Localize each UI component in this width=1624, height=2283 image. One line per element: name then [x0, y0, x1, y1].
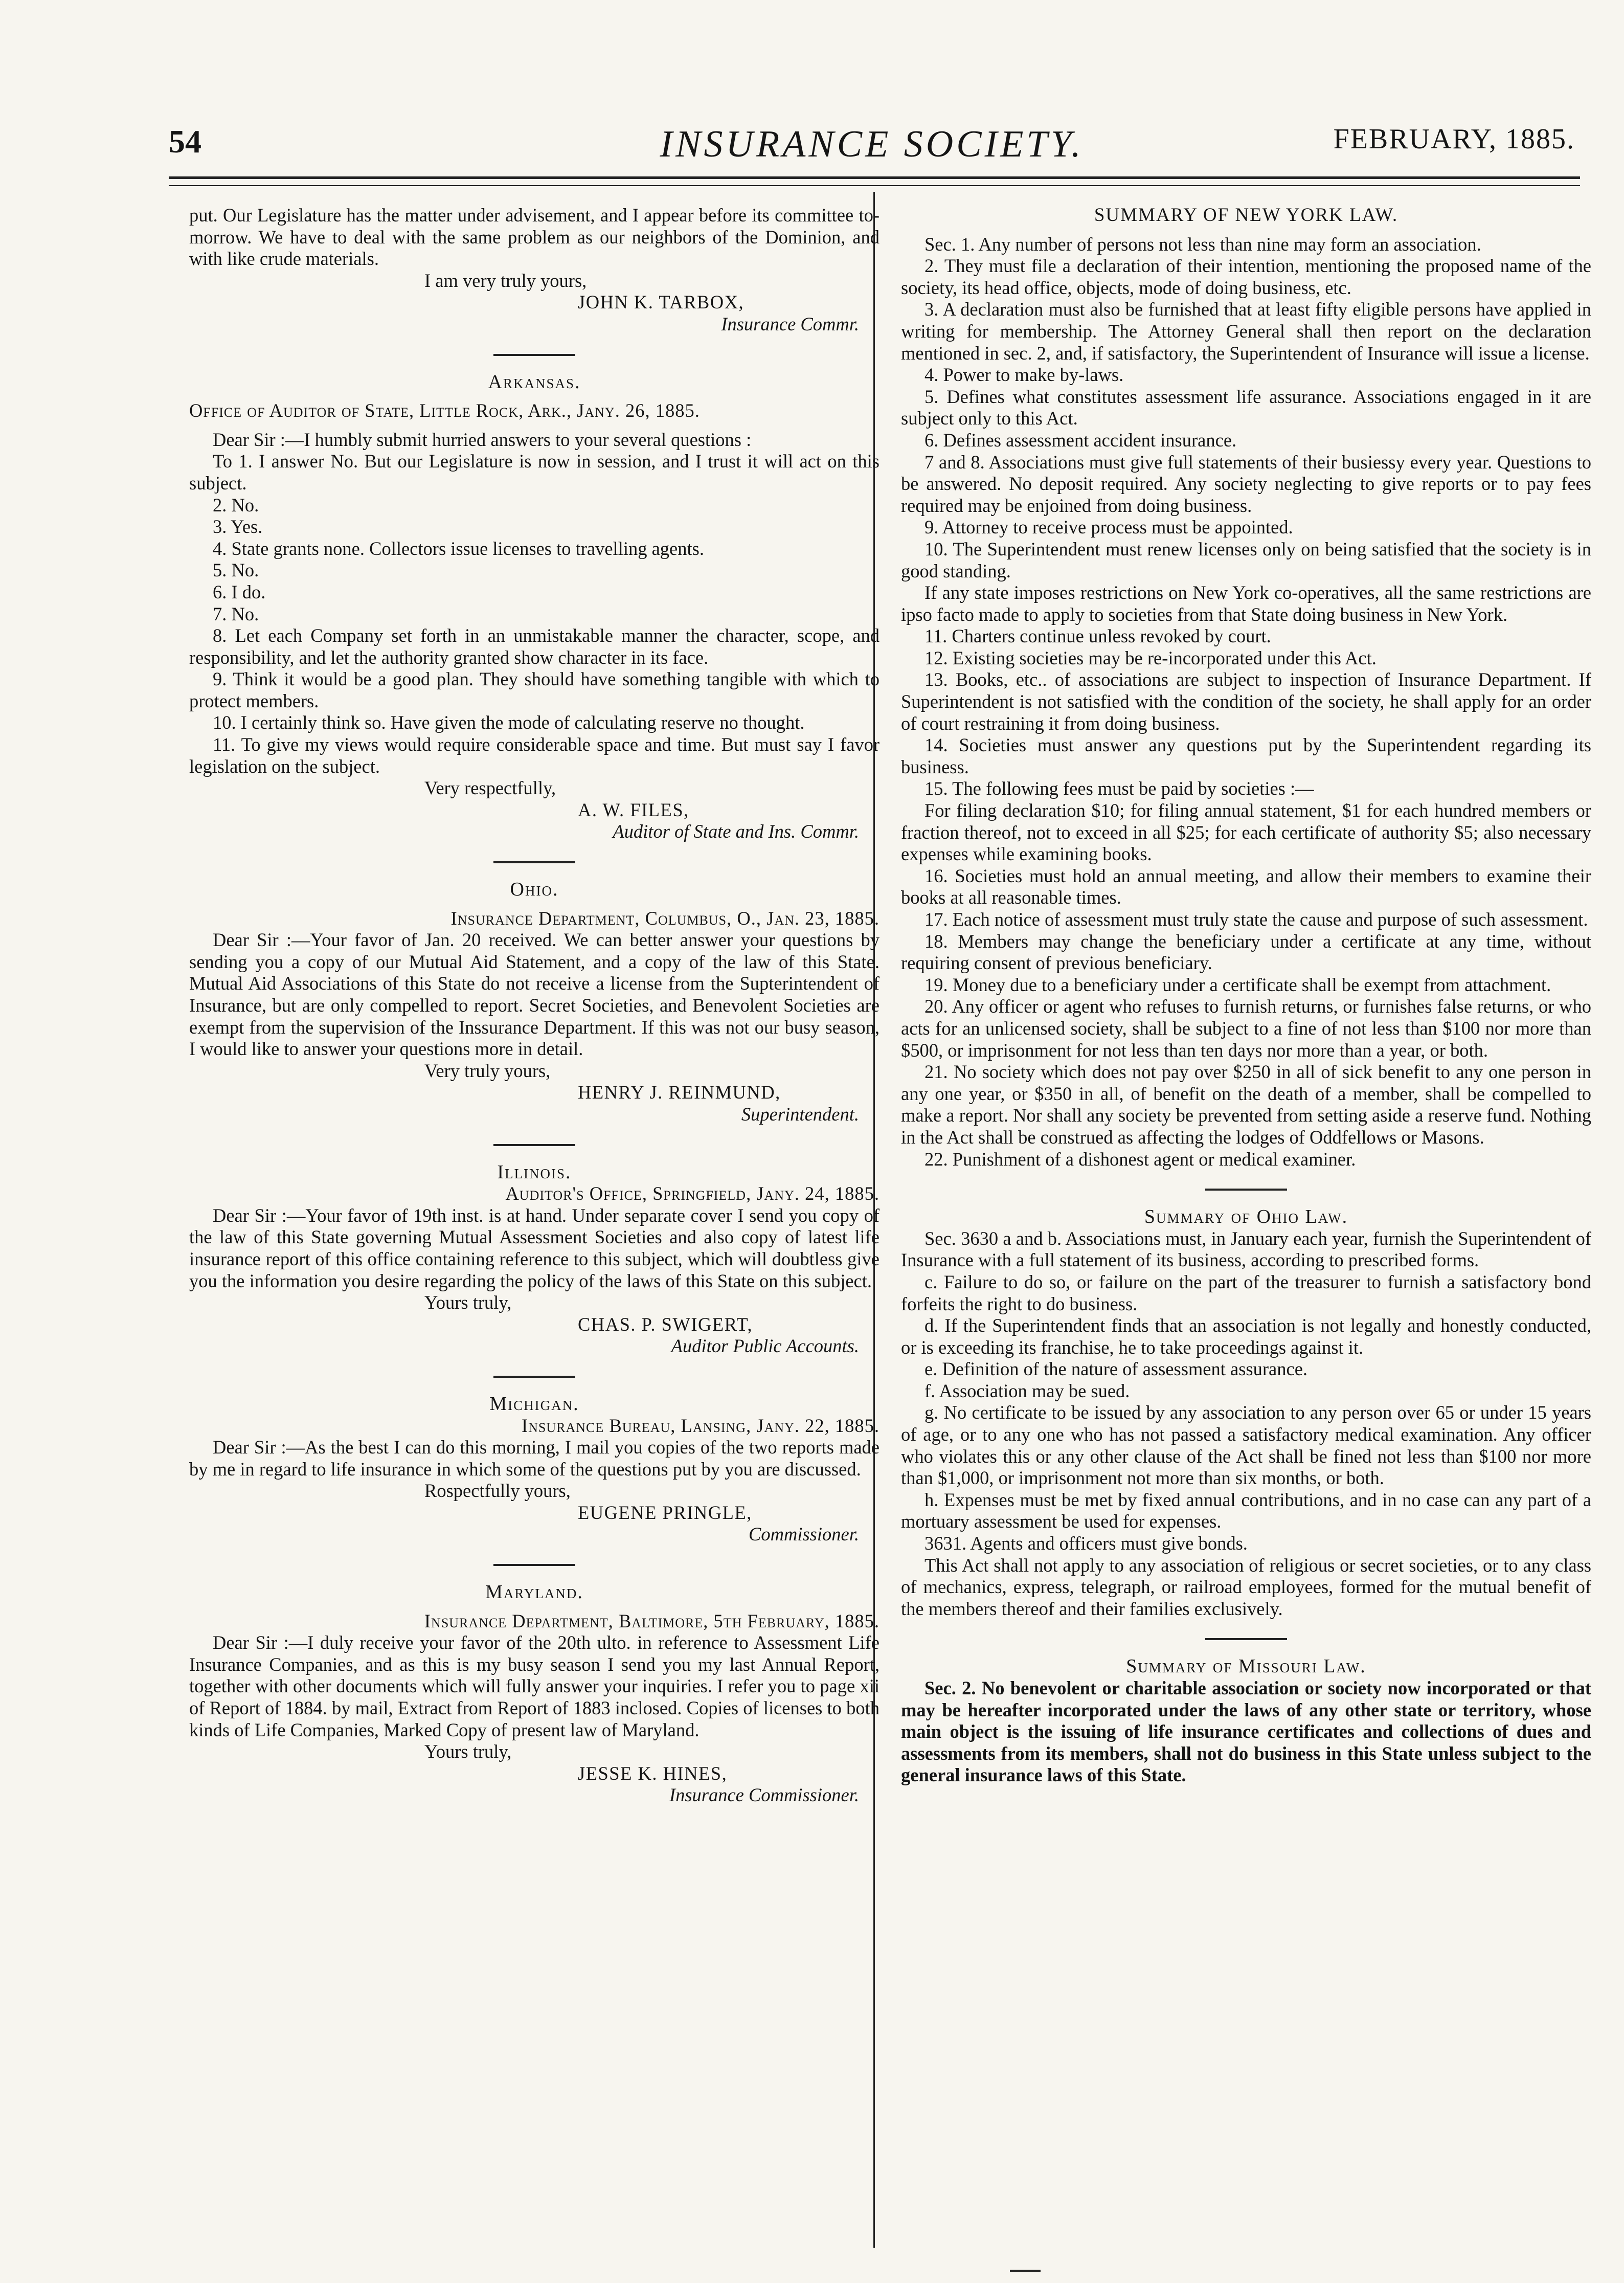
- ohio-law-item: f. Association may be sued.: [924, 1380, 1130, 1401]
- ohio-law-item: g. No certificate to be issued by any association to any person over 65 or under 15 years of age, or to any one who has not passed a satisfactory medical examination. Any officer who violates this or any other clause of the Act shall be fined not less than $100 nor more than $1,000, or imprisonment not more than six months, or both.: [901, 1402, 1591, 1489]
- ny-law-item: 18. Members may change the beneficiary under a certificate at any time, without requiring consent of previous beneficiary.: [901, 930, 1591, 974]
- illinois-signature: CHAS. P. SWIGERT,: [578, 1313, 753, 1335]
- arkansas-answer: 3. Yes.: [213, 516, 263, 538]
- arkansas-answer: 5. No.: [213, 559, 259, 581]
- arkansas-answer: 10. I certainly think so. Have given the mode of calculating reserve no thought.: [213, 712, 805, 733]
- ny-law-item: 15. The following fees must be paid by societies :—: [924, 778, 1314, 799]
- ohio-heading: Ohio.: [510, 879, 559, 901]
- ny-law-item: Sec. 1. Any number of persons not less than nine may form an association.: [924, 233, 1481, 255]
- header-rule-thick: [169, 176, 1580, 179]
- ny-law-item: If any state imposes restrictions on New York co-operatives, all the same restrictions are ipso facto made to apply to societies from that State doing business in New York.: [901, 582, 1591, 625]
- ny-law-item: 21. No society which does not pay over $250 in all of sick benefit to any one person in any one year, or $350 in all, of benefit on the death of a member, shall be compelled to make a report. Nor shall any society be prevented from setting aside a reserve fund. Nothing in the Act shall be construed as affecting the lodges of Oddfellows or Masons.: [901, 1061, 1591, 1148]
- section-divider: [493, 861, 575, 863]
- maryland-signature: JESSE K. HINES,: [578, 1762, 728, 1784]
- michigan-heading: Michigan.: [489, 1393, 579, 1415]
- illinois-body: Dear Sir :—Your favor of 19th inst. is at hand. Under separate cover I send you copy of the law of this State governing Mutual Assessment Societies and also copy of latest life insurance report of this office containing reference to this subject, which will doubtless give you the information you desire regarding the policy of the laws of this State on this subject.: [189, 1204, 879, 1291]
- michigan-signature: EUGENE PRINGLE,: [578, 1502, 752, 1523]
- arkansas-office: Office of Auditor of State, Little Rock, Ark., Jany. 26, 1885.: [189, 400, 700, 421]
- ny-law-item: 7 and 8. Associations must give full statements of their busiessy every year. Questions to be answered. No deposit required. Any society neglecting to give reports or to pay fees required may be enjoined from doing business.: [901, 451, 1591, 516]
- intro-signature: JOHN K. TARBOX,: [578, 292, 745, 313]
- ohio-law-item: This Act shall not apply to any association of religious or secret societies, or to any class of mechanics, express, telegraph, or railroad employees, formed for the mutual benefit of the members thereof and their families exclusively.: [901, 1554, 1591, 1619]
- ny-law-item: 6. Defines assessment accident insurance.: [924, 429, 1237, 451]
- ny-law-item: 5. Defines what constitutes assessment life assurance. Associations engaged in it are subject only to this Act.: [901, 386, 1591, 429]
- ohio-law-item: 3631. Agents and officers must give bonds.: [924, 1533, 1248, 1554]
- right-column: [901, 205, 1591, 1786]
- arkansas-answer: 6. I do.: [213, 581, 266, 602]
- maryland-closing: Yours truly,: [424, 1741, 512, 1762]
- michigan-office: Insurance Bureau, Lansing, Jany. 22, 1885.: [522, 1415, 879, 1436]
- publication-title: INSURANCE SOCIETY.: [660, 123, 1084, 165]
- intro-role: Insurance Commr.: [721, 313, 859, 334]
- maryland-body: Dear Sir :—I duly receive your favor of the 20th ulto. in reference to Assessment Life Insurance Companies, and as this is my busy season I send you my last Annual Report, together with other documents which will fully answer your inquiries. I refer you to page xii of Report of 1884. by mail, Extract from Report of 1883 inclosed. Copies of licenses to both kinds of Life Companies, Marked Copy of present law of Maryland.: [189, 1632, 879, 1740]
- michigan-closing: Rospectfully yours,: [424, 1480, 571, 1502]
- ny-law-item: 3. A declaration must also be furnished that at least fifty eligible persons have applied in writing for membership. The Attorney General shall then report on the declaration mentioned in sec. 2, and, if satisfactory, the Superintendent of Insurance will issue a license.: [901, 299, 1591, 364]
- ny-law-item: 11. Charters continue unless revoked by court.: [924, 625, 1271, 647]
- ohio-law-item: h. Expenses must be met by fixed annual contributions, and in no case can any part of a mortuary assessment be used for expenses.: [901, 1489, 1591, 1532]
- ohio-law-heading: Summary of Ohio Law.: [1144, 1206, 1348, 1228]
- illinois-role: Auditor Public Accounts.: [671, 1335, 859, 1357]
- arkansas-answer: To 1. I answer No. But our Legislature is now in session, and I trust it will act on this subject.: [189, 451, 879, 494]
- ny-law-heading: SUMMARY OF NEW YORK LAW.: [1094, 205, 1399, 226]
- bottom-rule: [1010, 2270, 1041, 2272]
- ny-law-item: 10. The Superintendent must renew licenses only on being satisfied that the society is in good standing.: [901, 538, 1591, 581]
- page-number: 54: [169, 123, 201, 160]
- ny-law-item: 9. Attorney to receive process must be appointed.: [924, 517, 1293, 538]
- arkansas-body: Dear Sir :—I humbly submit hurried answers to your several questions :: [213, 429, 752, 450]
- arkansas-answer: 4. State grants none. Collectors issue licenses to travelling agents.: [213, 538, 704, 559]
- missouri-law-text: Sec. 2. No benevolent or charitable association or society now incorporated or that may be hereafter incorporated under the laws of any other state or territory, whose main object is the issuing of life insurance certificates and collections of dues and assessments from its members, shall not do business in this State unless subject to the general insurance laws of this State.: [901, 1677, 1591, 1786]
- ny-law-item: 20. Any officer or agent who refuses to furnish returns, or furnishes false returns, or who acts for an unlicensed society, shall be subject to a fine of not less than $100 nor more than $500, or imprisonment for not less than ten days nor more than a year, or both.: [901, 996, 1591, 1061]
- illinois-heading: Illinois.: [497, 1161, 572, 1183]
- section-divider: [1205, 1638, 1287, 1640]
- ohio-law-item: e. Definition of the nature of assessment assurance.: [924, 1358, 1308, 1380]
- ny-law-item: 22. Punishment of a dishonest agent or medical examiner.: [924, 1148, 1356, 1170]
- maryland-role: Insurance Commissioner.: [669, 1784, 859, 1806]
- section-divider: [493, 1144, 575, 1146]
- arkansas-answer: 2. No.: [213, 494, 259, 516]
- illinois-closing: Yours truly,: [424, 1292, 512, 1313]
- illinois-office: Auditor's Office, Springfield, Jany. 24, 1885.: [505, 1183, 879, 1204]
- maryland-office: Insurance Department, Baltimore, 5th February, 1885.: [424, 1610, 879, 1631]
- section-divider: [1205, 1189, 1287, 1191]
- ohio-law-item: c. Failure to do so, or failure on the part of the treasurer to furnish a satisfactory bond forfeits the right to do business.: [901, 1271, 1591, 1314]
- maryland-heading: Maryland.: [485, 1581, 583, 1603]
- issue-date: FEBRUARY, 1885.: [1333, 123, 1575, 155]
- arkansas-answer: 11. To give my views would require considerable space and time. But must say I favor legislation on the subject.: [189, 734, 879, 777]
- ny-law-item: 16. Societies must hold an annual meeting, and allow their members to examine their books at all reasonable times.: [901, 865, 1591, 908]
- ny-law-item: 4. Power to make by-laws.: [924, 364, 1124, 386]
- arkansas-answer: 8. Let each Company set forth in an unmistakable manner the character, scope, and responsibility, and let the authority granted show character in its face.: [189, 625, 879, 668]
- ny-law-item: 17. Each notice of assessment must truly state the cause and purpose of such assessment.: [924, 909, 1588, 930]
- arkansas-closing: Very respectfully,: [424, 777, 556, 799]
- section-divider: [493, 1376, 575, 1378]
- ohio-role: Superintendent.: [741, 1103, 859, 1125]
- ohio-signature: HENRY J. REINMUND,: [578, 1082, 781, 1103]
- section-divider: [493, 354, 575, 356]
- ohio-office: Insurance Department, Columbus, O., Jan. 23, 1885.: [450, 907, 879, 929]
- michigan-role: Commissioner.: [749, 1524, 859, 1545]
- ny-law-item: 19. Money due to a beneficiary under a certificate shall be exempt from attachment.: [924, 974, 1551, 995]
- arkansas-signature: A. W. FILES,: [578, 799, 689, 820]
- intro-paragraph: put. Our Legislature has the matter under advisement, and I appear before its committee to-morrow. We have to deal with the same problem as our neighbors of the Dominion, and with like crude materials.: [189, 205, 879, 270]
- intro-closing: I am very truly yours,: [424, 270, 587, 291]
- ohio-law-item: d. If the Superintendent finds that an association is not legally and honestly conducted, or is exceeding its franchise, he to take proceedings against it.: [901, 1315, 1591, 1358]
- ny-law-item: 13. Books, etc.. of associations are subject to inspection of Insurance Department. If Superintendent is not satisfied with the condition of the society, he shall apply for an order of court restraining it from doing business.: [901, 669, 1591, 734]
- page-header: [169, 123, 1575, 179]
- section-divider: [493, 1564, 575, 1566]
- ny-law-item: For filing declaration $10; for filing annual statement, $1 for each hundred members or fraction thereof, not to exceed in all $25; for each certificate of authority $5; also necessary expenses while examining books.: [901, 800, 1591, 865]
- arkansas-heading: Arkansas.: [488, 371, 581, 393]
- left-column: [189, 205, 879, 1806]
- arkansas-role: Auditor of State and Ins. Commr.: [613, 821, 859, 842]
- ohio-law-item: Sec. 3630 a and b. Associations must, in January each year, furnish the Superintendent of Insurance with a full statement of its business, according to prescribed forms.: [901, 1227, 1591, 1271]
- ohio-closing: Very truly yours,: [424, 1060, 551, 1081]
- arkansas-answer: 7. No.: [213, 603, 259, 624]
- header-rule-thin: [169, 185, 1580, 186]
- ny-law-item: 12. Existing societies may be re-incorporated under this Act.: [924, 647, 1377, 668]
- ny-law-item: 2. They must file a declaration of their intention, mentioning the proposed name of the society, its head office, objects, mode of doing business, etc.: [901, 255, 1591, 298]
- missouri-law-heading: Summary of Missouri Law.: [1126, 1655, 1366, 1677]
- ohio-body: Dear Sir :—Your favor of Jan. 20 received. We can better answer your questions by sending you a copy of our Mutual Aid Statement, and a copy of the law of this State. Mutual Aid Associations of this State do not receive a license from the Supterintendent of Insurance, but are only compelled to report. Secret Societies, and Benevolent Societies are exempt from the supervision of the Inssurance Department. If this was not our busy season, I would like to answer your questions more in detail.: [189, 929, 879, 1060]
- arkansas-answer: 9. Think it would be a good plan. They should have something tangible with which to protect members.: [189, 668, 879, 711]
- michigan-body: Dear Sir :—As the best I can do this morning, I mail you copies of the two reports made by me in regard to life insurance in which some of the questions put by you are discussed.: [189, 1437, 879, 1480]
- ny-law-item: 14. Societies must answer any questions put by the Superintendent regarding its business.: [901, 734, 1591, 777]
